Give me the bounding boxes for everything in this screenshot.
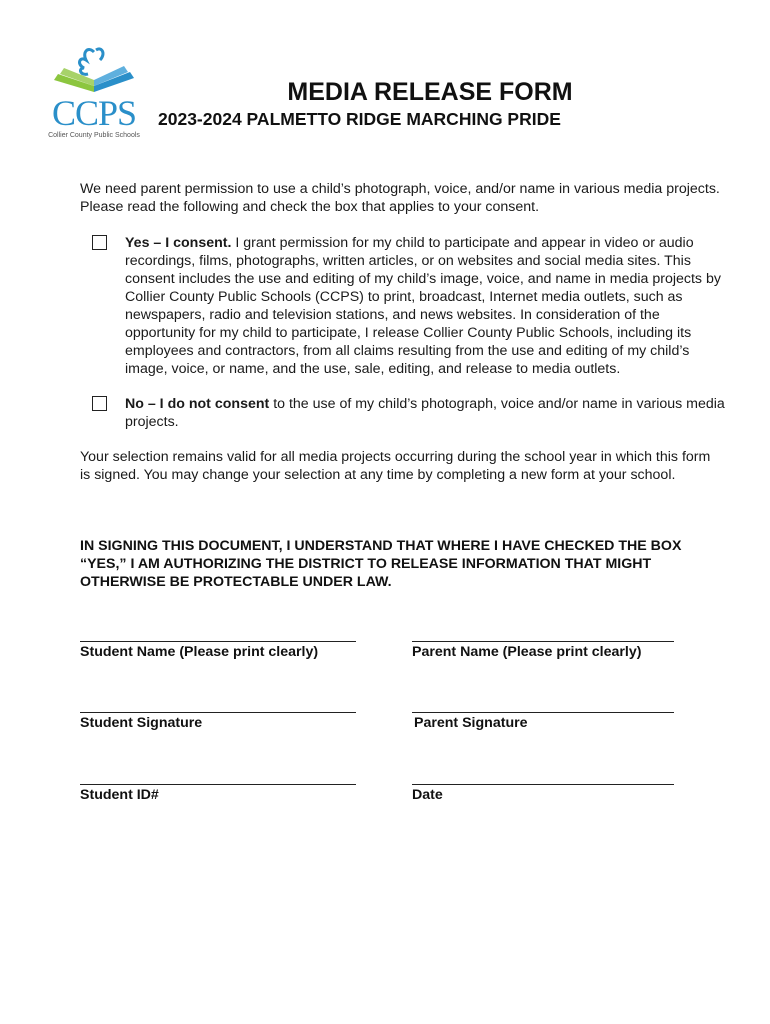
consent-no-checkbox[interactable] — [92, 396, 107, 411]
page-subtitle: 2023-2024 PALMETTO RIDGE MARCHING PRIDE — [158, 109, 561, 129]
logo-text: CCPS — [51, 93, 137, 133]
consent-no-body: to the use of my child’s photograph, voice and/or name in various media projects. — [125, 396, 725, 430]
logo-subtitle: Collier County Public Schools — [48, 132, 140, 139]
parent-signature-label: Parent Signature — [414, 715, 528, 731]
ccps-logo — [44, 46, 144, 144]
consent-yes-text — [125, 234, 725, 378]
consent-no-lead: No – I do not consent — [125, 396, 270, 412]
student-name-line[interactable] — [80, 641, 356, 642]
student-id-line[interactable] — [80, 784, 356, 785]
consent-yes-checkbox[interactable] — [92, 235, 107, 250]
parent-signature-line[interactable] — [412, 712, 674, 713]
legal-warning: IN SIGNING THIS DOCUMENT, I UNDERSTAND THAT WHERE I HAVE CHECKED THE BOX “YES,” I AM AUTHORIZING THE DISTRICT TO RELEASE INFORMATION THAT MIGHT OTHERWISE BE PROTECTABLE UNDER LAW. — [80, 538, 682, 590]
book-icon — [44, 46, 144, 94]
parent-name-label: Parent Name (Please print clearly) — [412, 644, 642, 660]
validity-paragraph: Your selection remains valid for all media projects occurring during the school year in which this form is signed. You may change your selection at any time by completing a new form at your school. — [80, 449, 711, 483]
date-line[interactable] — [412, 784, 674, 785]
student-name-label: Student Name (Please print clearly) — [80, 644, 319, 660]
consent-yes-body: I grant permission for my child to participate and appear in video or audio recordings, films, photographs, written articles, or on websites and social media sites. This consent includes the use and editing of my child’s image, voice, and name in media projects by Collier County Public Schools (CCPS) to print, broadcast, Internet media outlets, such as newspapers, radio and television stations, and news websites. In consideration of the opportunity for my child to participate, I release Collier County Public Schools, including its employees and contractors, from all claims resulting from the use and editing of my child’s image, voice, or name, and the use, sale, editing, and release to media outlets. — [125, 235, 721, 377]
consent-yes-lead: Yes – I consent. — [125, 235, 232, 251]
page-title: MEDIA RELEASE FORM — [287, 78, 573, 106]
student-signature-label: Student Signature — [80, 715, 203, 731]
date-label: Date — [412, 787, 443, 803]
student-id-label: Student ID# — [80, 787, 159, 803]
parent-name-line[interactable] — [412, 641, 674, 642]
consent-no-text — [125, 395, 725, 431]
student-signature-line[interactable] — [80, 712, 356, 713]
intro-paragraph: We need parent permission to use a child’s photograph, voice, and/or name in various media projects. Please read the following and check the box that applies to your consent. — [80, 181, 720, 215]
